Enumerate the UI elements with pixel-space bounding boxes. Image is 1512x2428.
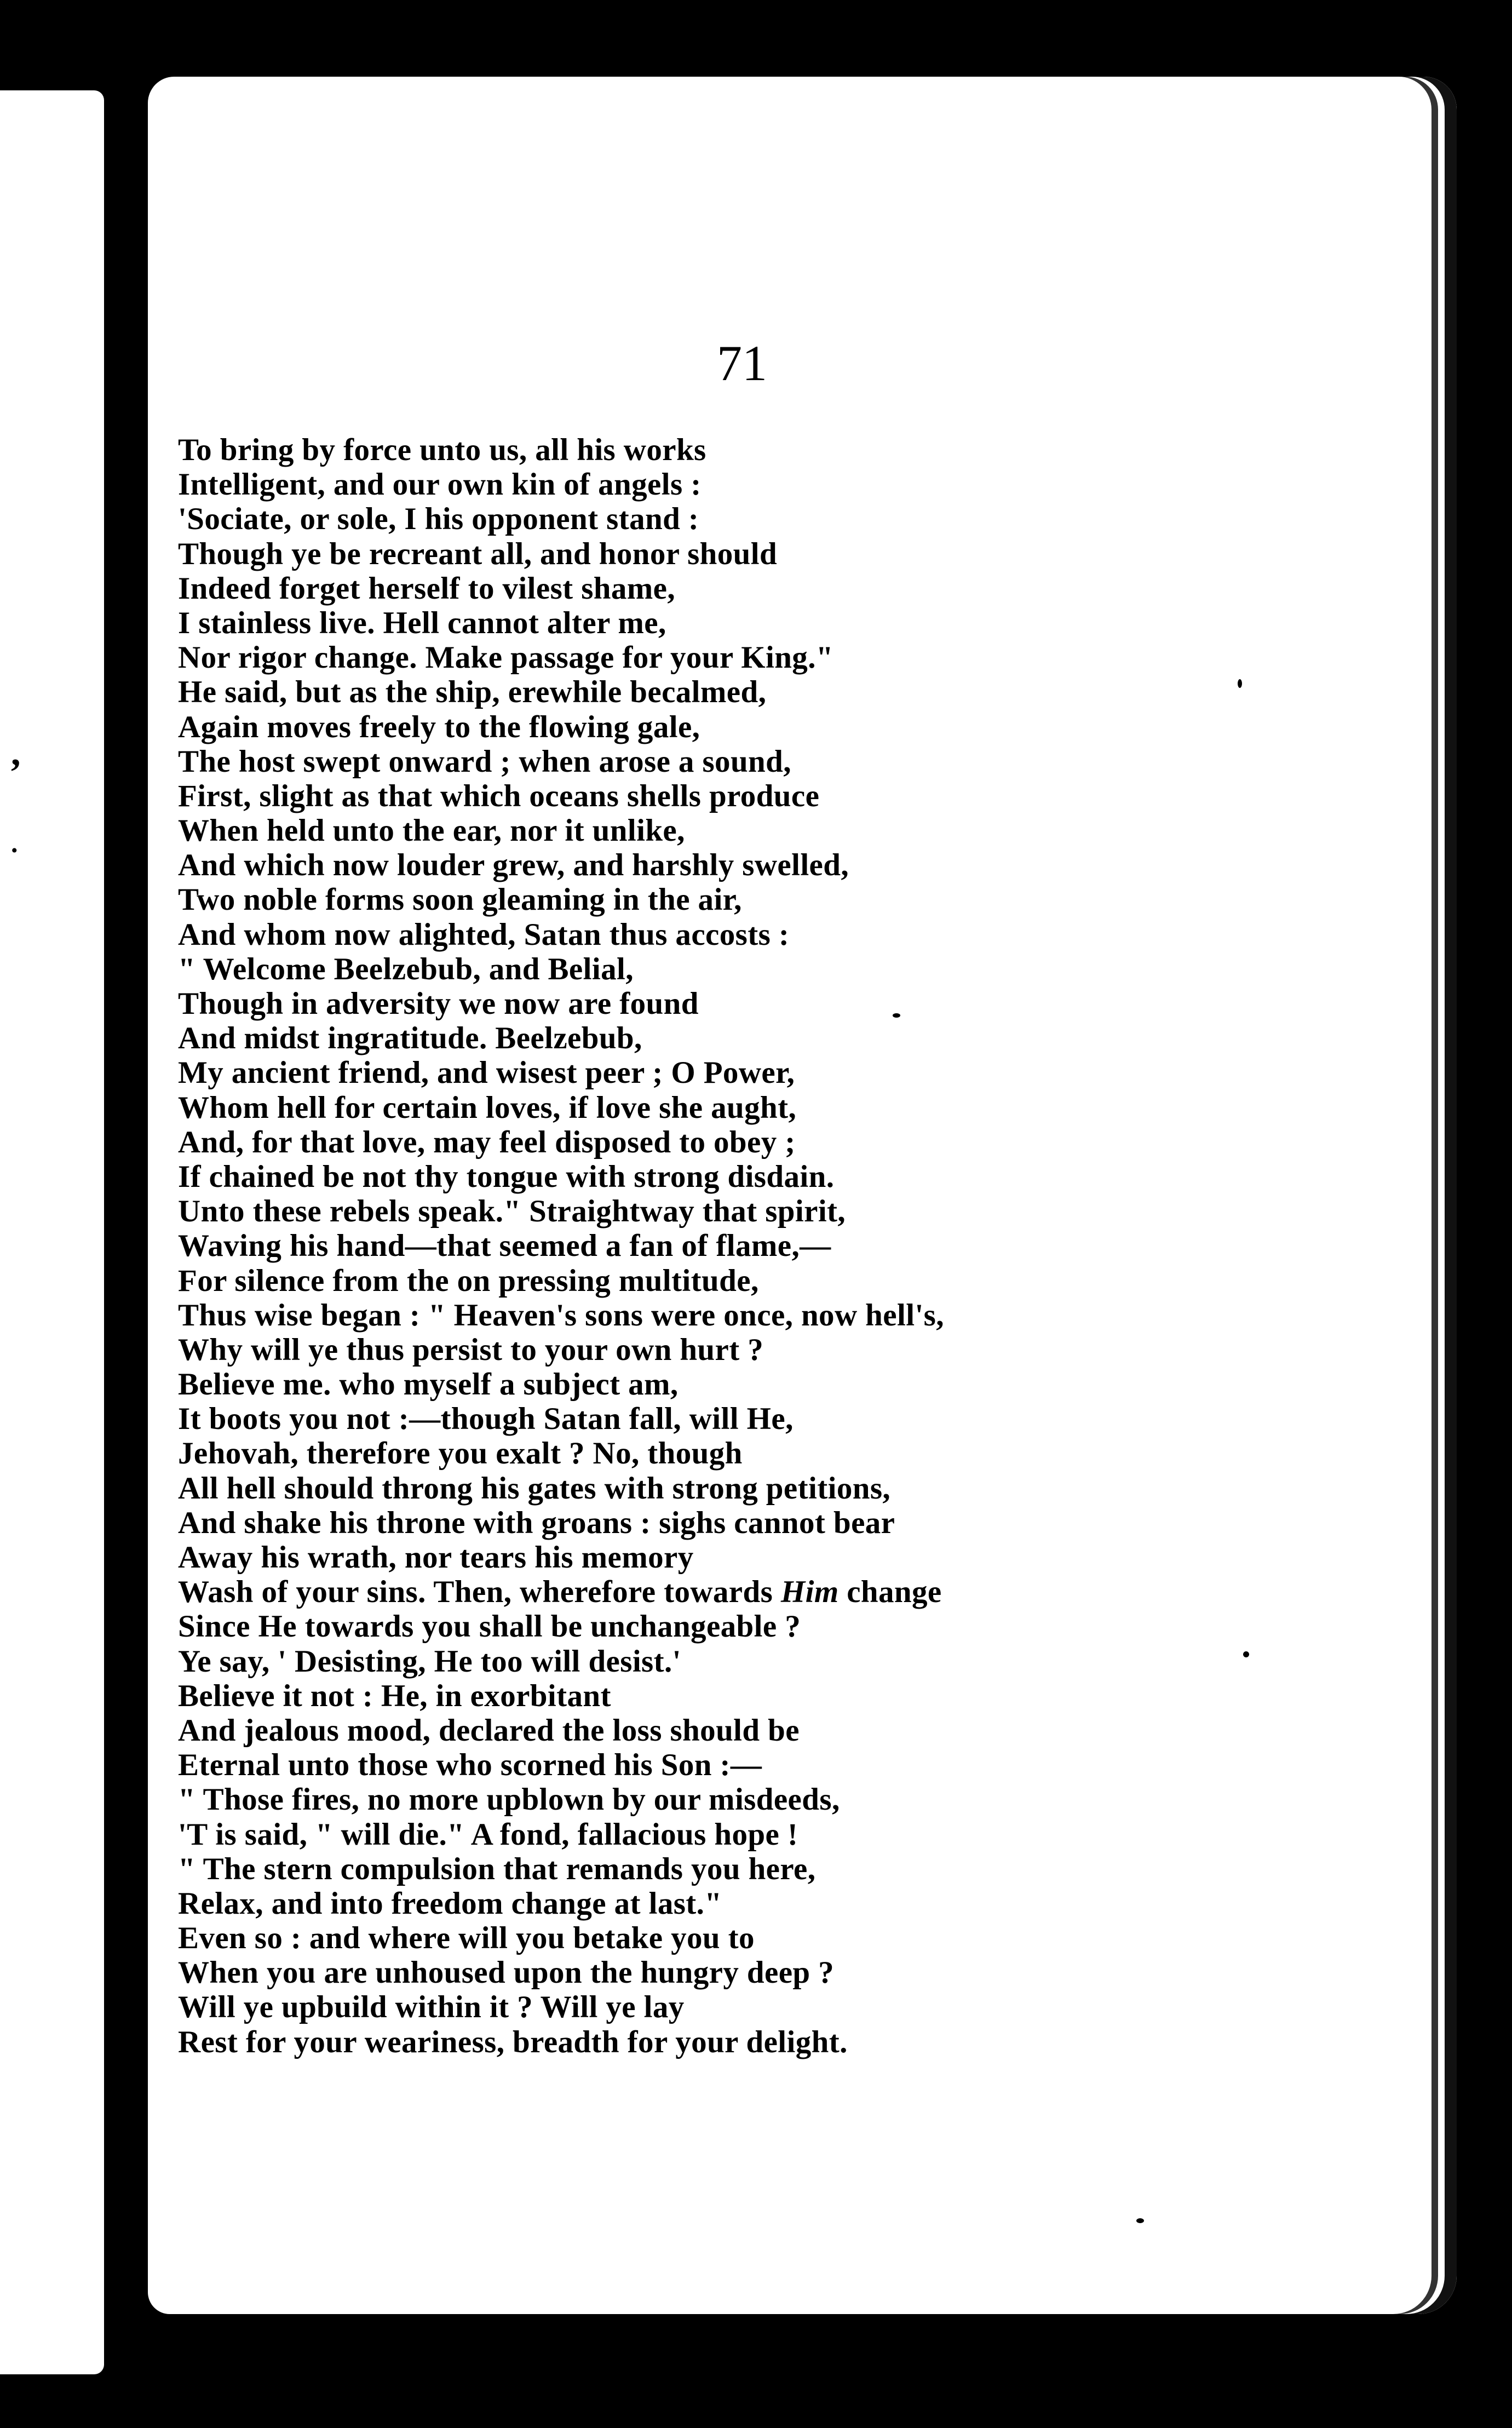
poem-line: And whom now alighted, Satan thus accosts : bbox=[178, 917, 790, 952]
poem-line: Unto these rebels speak." Straightway that spirit, bbox=[178, 1194, 846, 1229]
poem-line: Since He towards you shall be unchangeable ? bbox=[178, 1609, 801, 1644]
ink-speck bbox=[1243, 1651, 1249, 1657]
poem-line: All hell should throng his gates with strong petitions, bbox=[178, 1471, 891, 1506]
poem-line: " The stern compulsion that remands you here, bbox=[178, 1851, 816, 1886]
poem-line: Though ye be recreant all, and honor should bbox=[178, 536, 778, 571]
poem-line: And jealous mood, declared the loss should be bbox=[178, 1713, 800, 1748]
emphasis-word: Him bbox=[780, 1575, 839, 1610]
poem-line: My ancient friend, and wisest peer ; O Power, bbox=[178, 1055, 795, 1090]
poem-line: Again moves freely to the flowing gale, bbox=[178, 709, 700, 744]
poem-line: Waving his hand—that seemed a fan of flame,— bbox=[178, 1229, 831, 1264]
poem-line: Wash of your sins. Then, wherefore towards Him change bbox=[178, 1575, 942, 1610]
poem-line: Ye say, ' Desisting, He too will desist.' bbox=[178, 1644, 681, 1679]
poem-line: Why will ye thus persist to your own hurt ? bbox=[178, 1332, 764, 1367]
poem-line: For silence from the on pressing multitude, bbox=[178, 1263, 759, 1298]
poem-line: I stainless live. Hell cannot alter me, bbox=[178, 605, 666, 640]
poem-line: Away his wrath, nor tears his memory bbox=[178, 1540, 694, 1575]
poem-line: Intelligent, and our own kin of angels : bbox=[178, 467, 702, 502]
poem-line: The host swept onward ; when arose a sound, bbox=[178, 744, 791, 779]
ink-speck bbox=[1136, 2218, 1144, 2223]
poem-line: Though in adversity we now are found bbox=[178, 986, 699, 1021]
poem-line: And midst ingratitude. Beelzebub, bbox=[178, 1021, 642, 1056]
poem-line: First, slight as that which oceans shells produce bbox=[178, 778, 820, 813]
poem-line: 'T is said, " will die." A fond, fallacious hope ! bbox=[178, 1817, 798, 1852]
poem-line: When held unto the ear, nor it unlike, bbox=[178, 813, 685, 848]
poem-line: And shake his throne with groans : sighs cannot bear bbox=[178, 1505, 895, 1540]
poem-line: And, for that love, may feel disposed to obey ; bbox=[178, 1124, 796, 1160]
poem-line: To bring by force unto us, all his works bbox=[178, 433, 706, 467]
poem-line: Eternal unto those who scorned his Son :— bbox=[178, 1748, 762, 1783]
margin-mark: . bbox=[11, 828, 18, 858]
poem-line: Indeed forget herself to vilest shame, bbox=[178, 571, 676, 606]
poem-text bbox=[178, 433, 1410, 2059]
poem-line: Believe me. who myself a subject am, bbox=[178, 1367, 679, 1402]
poem-line: Whom hell for certain loves, if love she aught, bbox=[178, 1090, 797, 1125]
poem-line: Rest for your weariness, breadth for your delight. bbox=[178, 2024, 848, 2059]
book-page bbox=[148, 77, 1457, 2314]
page-number: 71 bbox=[717, 335, 767, 391]
adjacent-page-edge bbox=[0, 90, 104, 2374]
poem-line: Relax, and into freedom change at last." bbox=[178, 1886, 722, 1921]
poem-line: Will ye upbuild within it ? Will ye lay bbox=[178, 1990, 685, 2025]
poem-line: 'Sociate, or sole, I his opponent stand : bbox=[178, 502, 699, 537]
poem-line: And which now louder grew, and harshly swelled, bbox=[178, 848, 849, 883]
poem-line: He said, but as the ship, erewhile becalmed, bbox=[178, 675, 767, 710]
poem-line: If chained be not thy tongue with strong disdain. bbox=[178, 1159, 835, 1194]
poem-line: Even so : and where will you betake you to bbox=[178, 1921, 755, 1956]
poem-line: Nor rigor change. Make passage for your King." bbox=[178, 640, 833, 675]
poem-line: " Welcome Beelzebub, and Belial, bbox=[178, 951, 634, 986]
poem-line: " Those fires, no more upblown by our misdeeds, bbox=[178, 1782, 840, 1817]
poem-line: Jehovah, therefore you exalt ? No, though bbox=[178, 1436, 743, 1471]
poem-line: Believe it not : He, in exorbitant bbox=[178, 1678, 611, 1713]
poem-line: Two noble forms soon gleaming in the air, bbox=[178, 882, 742, 917]
poem-line: When you are unhoused upon the hungry deep ? bbox=[178, 1955, 835, 1990]
margin-mark: , bbox=[11, 732, 21, 774]
ink-speck bbox=[893, 1013, 900, 1018]
poem-line: Thus wise began : " Heaven's sons were once, now hell's, bbox=[178, 1298, 944, 1333]
ink-speck bbox=[1238, 679, 1242, 688]
poem-line: It boots you not :—though Satan fall, will He, bbox=[178, 1402, 794, 1437]
